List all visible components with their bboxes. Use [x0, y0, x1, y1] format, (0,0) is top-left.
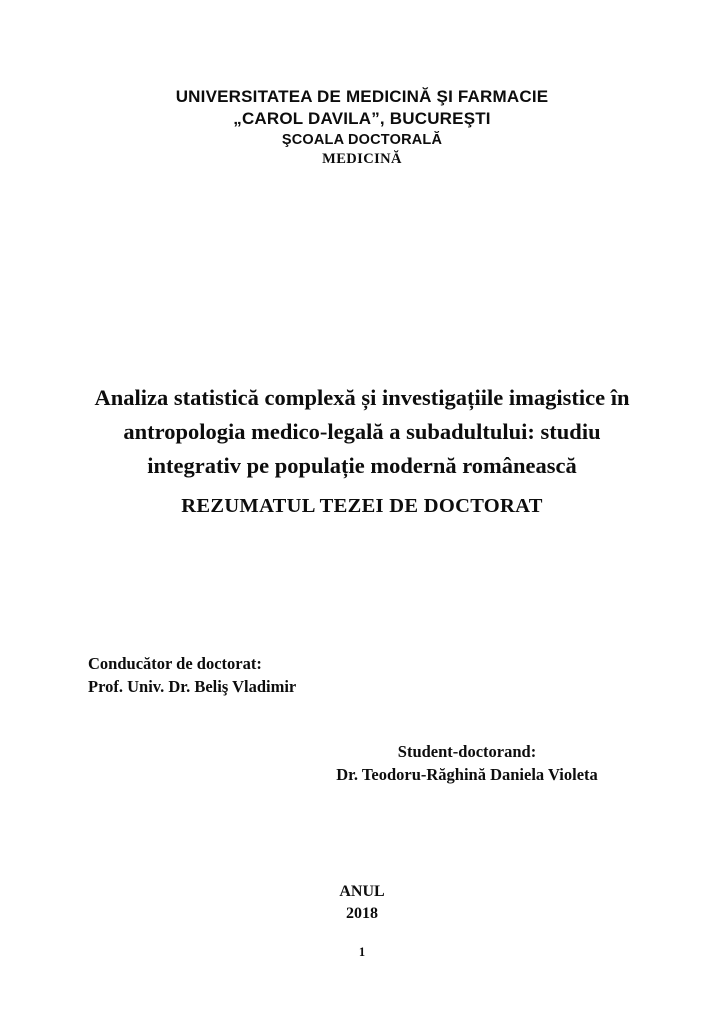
doctoral-school-line: ŞCOALA DOCTORALĂ [281, 132, 443, 148]
year-block [0, 881, 724, 925]
student-block [297, 741, 637, 786]
header-block [0, 86, 724, 169]
thesis-title-line-1: Analiza statistică complexă și investigațiile imagistice în [94, 385, 630, 410]
thesis-subtitle: REZUMATUL TEZEI DE DOCTORAT [181, 495, 543, 517]
student-name: Dr. Teodoru-Răghină Daniela Violeta [336, 764, 598, 784]
university-name: UNIVERSITATEA DE MEDICINĂ ŞI FARMACIE [175, 87, 549, 106]
advisor-name: Prof. Univ. Dr. Beliş Vladimir [88, 676, 297, 696]
year-value: 2018 [346, 905, 378, 922]
thesis-title-line-3: integrativ pe populație modernă românească [147, 453, 577, 478]
thesis-title [42, 381, 682, 483]
page-number: 1 [358, 945, 366, 959]
student-label: Student-doctorand: [397, 742, 537, 761]
year-label: ANUL [339, 883, 385, 900]
field-line: MEDICINĂ [322, 151, 402, 167]
advisor-block [88, 653, 296, 698]
advisor-label: Conducător de doctorat: [88, 654, 262, 673]
thesis-title-line-2: antropologia medico-legală a subadultului: studiu [123, 419, 601, 444]
university-city-line: „CAROL DAVILA”, BUCUREŞTI [233, 109, 491, 128]
